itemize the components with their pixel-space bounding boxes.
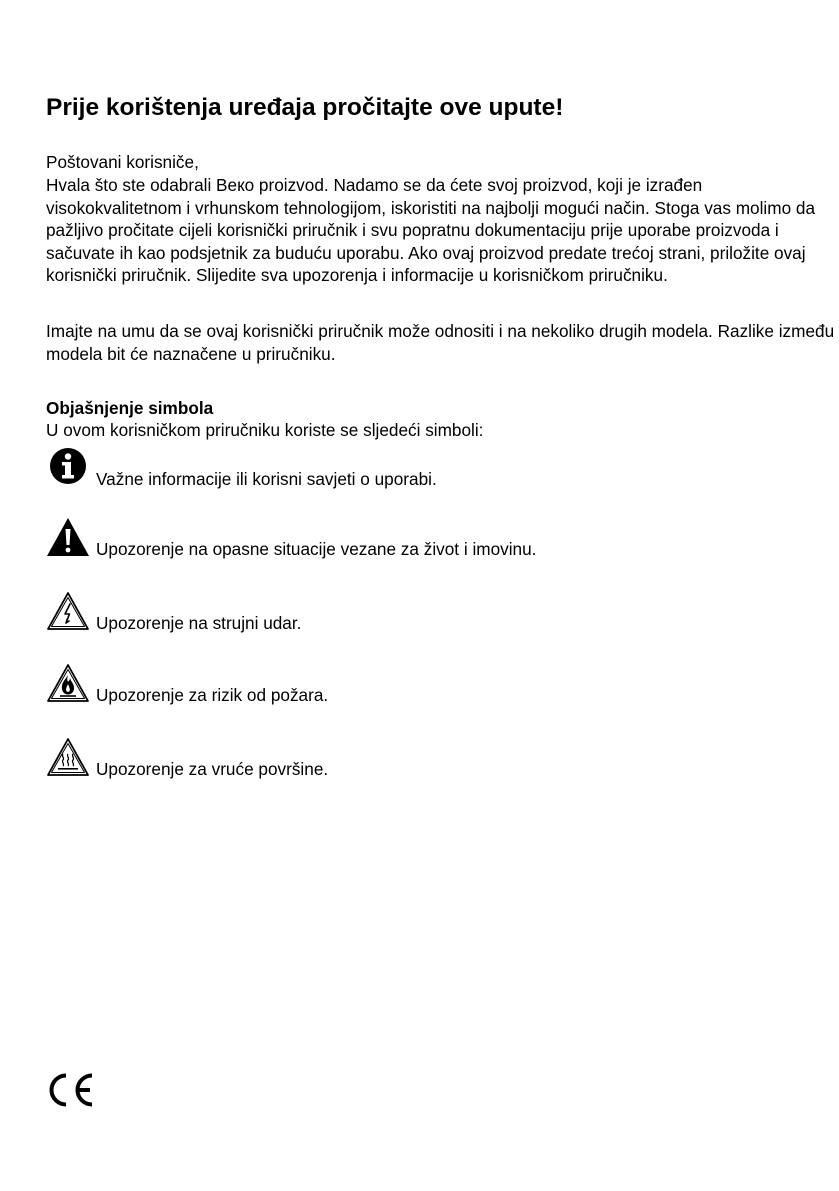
symbol-row-info [46,446,746,494]
note-paragraph: Imajte na umu da se ovaj korisnički priručnik može odnositi i na nekoliko drugih modela. Razlike između modela bit će naznačene u priručniku. [46,321,835,364]
symbol-row-fire [46,662,746,710]
hot-surface-icon [46,736,90,780]
symbol-row-hot-surface [46,736,746,784]
symbol-label: Upozorenje na opasne situacije vezane za život i imovinu. [96,539,537,559]
symbol-row-electric [46,590,746,638]
page-title: Prije korištenja uređaja pročitajte ove upute! [46,94,564,121]
symbol-label: Upozorenje za vruće površine. [96,759,329,779]
greeting: Poštovani korisniče, [46,152,199,172]
section-intro: U ovom korisničkom priručniku koriste se sljedeći simboli: [46,420,484,440]
electric-shock-icon [46,590,90,634]
section-heading: Objašnjenje simbola [46,398,214,418]
symbol-label: Upozorenje na strujni udar. [96,613,302,633]
fire-risk-icon [46,662,90,706]
symbol-label: Važne informacije ili korisni savjeti o uporabi. [96,469,437,489]
warning-icon [46,516,90,560]
ce-mark-logo [44,1072,96,1108]
info-icon [46,446,90,490]
symbol-label: Upozorenje za rizik od požara. [96,685,329,705]
intro-paragraph: Hvala što ste odabrali Beкo proizvod. Nadamo se da ćete svoj proizvod, koji je izrađen visokokvalitetnom i vrhunskom tehnologijom, iskoristiti na najbolji mogući način. Stoga vas molimo da pažljivo pročitate cijeli korisnički priručnik i svu popratnu dokumentaciju prije uporabe proizvoda i sačuvate ih kao podsjetnik za buduću uporabu. Ako ovaj proizvod predate trećoj strani, priložite ovaj korisnički priručnik. Slijedite sva upozorenja i informacije u korisničkom priručniku. [46,175,816,286]
symbol-row-warning [46,516,746,564]
